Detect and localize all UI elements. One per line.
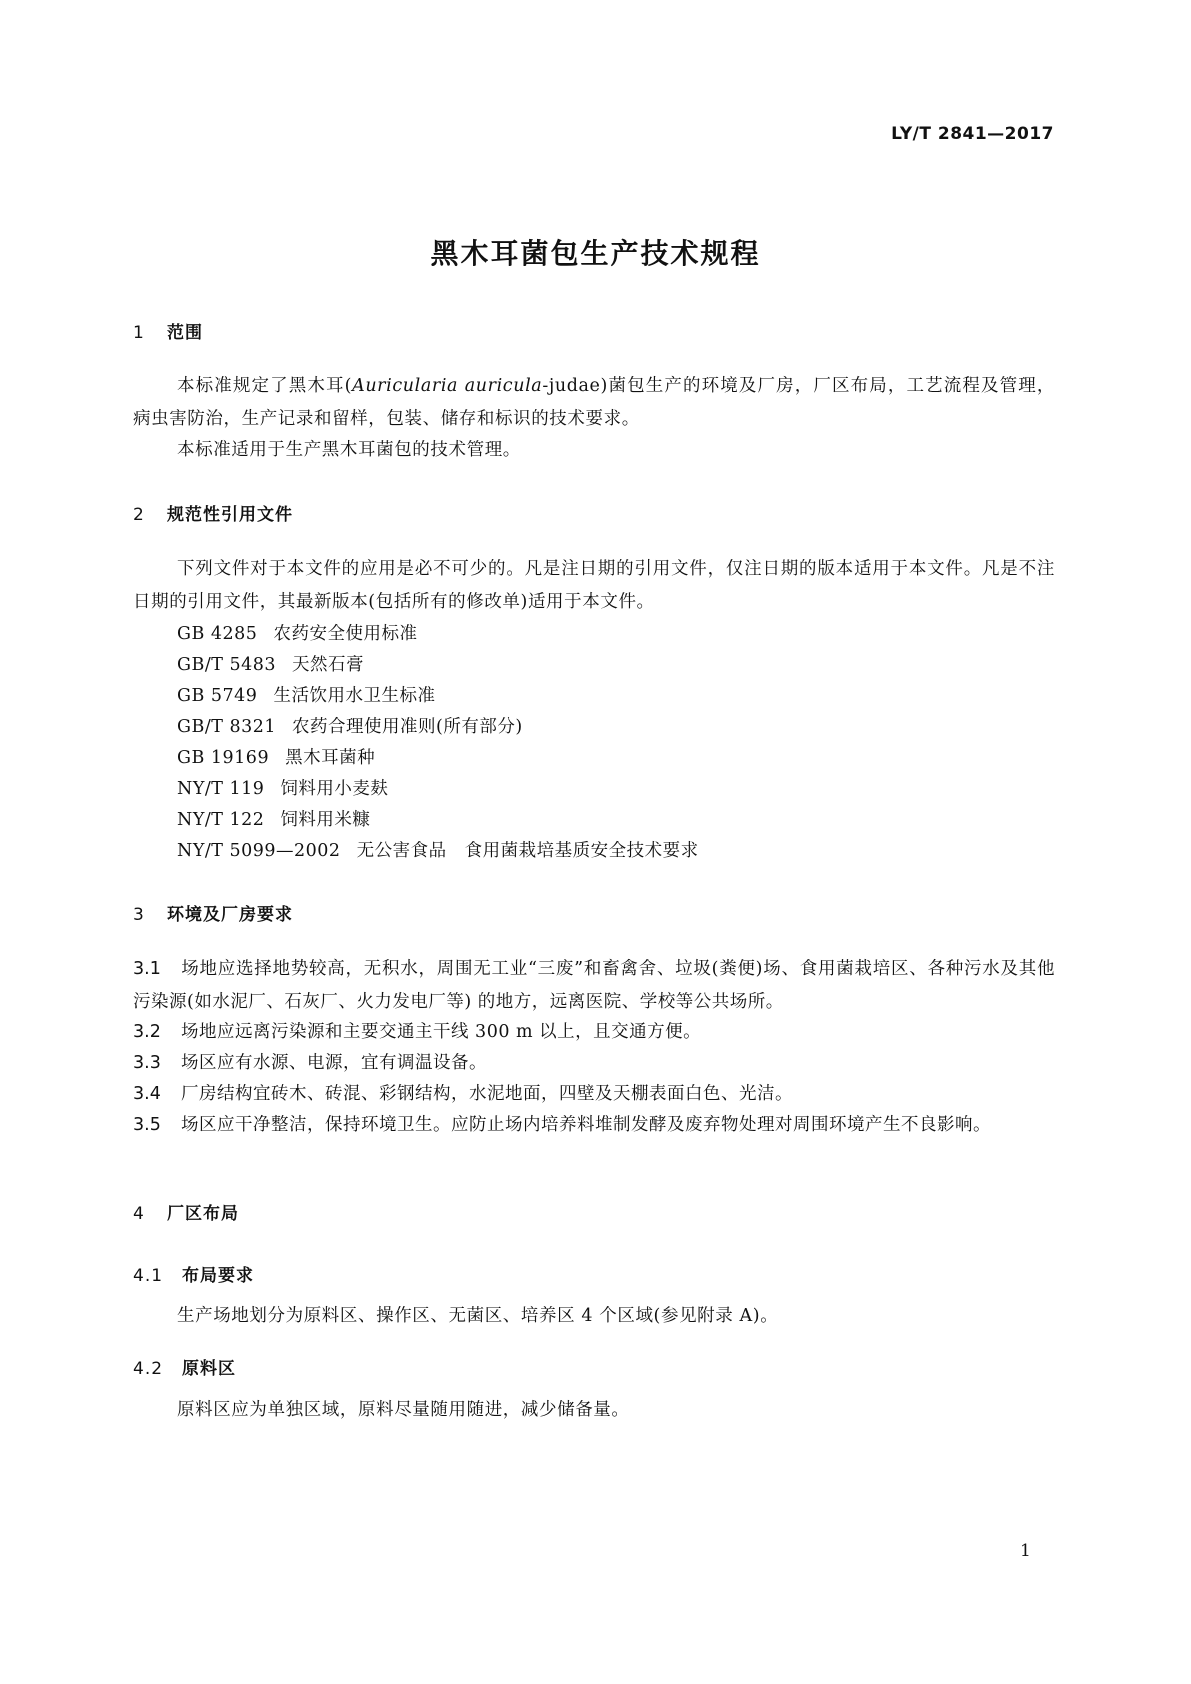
reference-item bbox=[177, 744, 375, 769]
reference-title: 黑木耳菌种 bbox=[285, 748, 376, 768]
clause-number: 3.1 bbox=[133, 959, 161, 979]
section-title: 环境及厂房要求 bbox=[167, 905, 293, 925]
clause-text: 场地应选择地势较高，无积水，周围无工业“三废”和畜禽舍、垃圾(粪便)场、食用菌栽培区、各种污水及其他污染源(如水泥厂、石灰厂、火力发电厂等) 的地方，远离医院、学校等公共场所。 bbox=[133, 959, 1055, 1012]
reference-item bbox=[177, 682, 435, 707]
reference-item bbox=[177, 651, 364, 676]
subsection-4-1-heading bbox=[133, 1261, 254, 1286]
reference-item bbox=[177, 775, 388, 800]
reference-title: 无公害食品 食用菌栽培基质安全技术要求 bbox=[356, 841, 699, 861]
clause-3-3 bbox=[133, 1047, 1055, 1080]
section-3-heading bbox=[133, 900, 293, 925]
clause-3-5 bbox=[133, 1109, 1055, 1142]
scope-text-prefix: 本标准规定了黑木耳( bbox=[177, 376, 353, 396]
reference-title: 农药合理使用准则(所有部分) bbox=[292, 717, 523, 737]
subsection-4-2-heading bbox=[133, 1354, 236, 1379]
reference-item bbox=[177, 806, 370, 831]
section-title: 厂区布局 bbox=[167, 1204, 239, 1224]
scope-paragraph-1 bbox=[133, 370, 1055, 436]
reference-item bbox=[177, 620, 417, 645]
subsection-title: 布局要求 bbox=[182, 1266, 254, 1286]
document-title: 黑木耳菌包生产技术规程 bbox=[430, 237, 761, 270]
section-2-heading bbox=[133, 500, 293, 525]
reference-item bbox=[177, 837, 699, 862]
reference-title: 饲料用米糠 bbox=[280, 810, 371, 830]
section-number: 1 bbox=[133, 323, 145, 343]
clause-text: 厂房结构宜砖木、砖混、彩钢结构，水泥地面，四壁及天棚表面白色、光洁。 bbox=[181, 1084, 793, 1104]
reference-code: GB/T 8321 bbox=[177, 717, 277, 737]
subsection-number: 4.1 bbox=[133, 1266, 164, 1286]
clause-number: 3.4 bbox=[133, 1084, 161, 1104]
reference-code: GB 19169 bbox=[177, 748, 270, 768]
reference-title: 饲料用小麦麸 bbox=[280, 779, 389, 799]
subsection-4-1-text: 生产场地划分为原料区、操作区、无菌区、培养区 4 个区域(参见附录 A)。 bbox=[177, 1306, 779, 1326]
page-number: 1 bbox=[1020, 1541, 1031, 1561]
clause-text: 场区应有水源、电源，宜有调温设备。 bbox=[181, 1053, 487, 1073]
clause-text: 场地应远离污染源和主要交通主干线 300 m 以上，且交通方便。 bbox=[181, 1022, 702, 1042]
reference-code: GB/T 5483 bbox=[177, 655, 277, 675]
subsection-number: 4.2 bbox=[133, 1359, 164, 1379]
reference-title: 农药安全使用标准 bbox=[273, 624, 418, 644]
section-number: 4 bbox=[133, 1204, 145, 1224]
subsection-title: 原料区 bbox=[182, 1359, 236, 1379]
reference-code: NY/T 119 bbox=[177, 779, 265, 799]
clause-3-1 bbox=[133, 953, 1055, 1019]
scope-latin-name: Auricularia auricula bbox=[352, 376, 543, 396]
reference-item bbox=[177, 713, 523, 738]
clause-number: 3.2 bbox=[133, 1022, 161, 1042]
scope-paragraph-2: 本标准适用于生产黑木耳菌包的技术管理。 bbox=[177, 440, 521, 460]
clause-3-4 bbox=[133, 1078, 1055, 1111]
reference-title: 天然石膏 bbox=[292, 655, 365, 675]
section-number: 3 bbox=[133, 905, 145, 925]
scope-text-suffix: -judae)菌包生产的环境及厂房，厂区布局，工艺流程及管理，病虫害防治，生产记录和留样，包装、储存和标识的技术要求。 bbox=[133, 376, 1056, 429]
reference-code: GB 5749 bbox=[177, 686, 258, 706]
reference-code: NY/T 122 bbox=[177, 810, 265, 830]
clause-number: 3.5 bbox=[133, 1115, 161, 1135]
section-number: 2 bbox=[133, 505, 145, 525]
clause-text: 场区应干净整洁，保持环境卫生。应防止场内培养料堆制发酵及废弃物处理对周围环境产生不良影响。 bbox=[181, 1115, 991, 1135]
reference-code: GB 4285 bbox=[177, 624, 258, 644]
standard-code: LY/T 2841—2017 bbox=[891, 124, 1054, 144]
reference-title: 生活饮用水卫生标准 bbox=[273, 686, 436, 706]
section-title: 规范性引用文件 bbox=[167, 505, 293, 525]
section-4-heading bbox=[133, 1199, 239, 1224]
clause-3-2 bbox=[133, 1016, 1055, 1049]
subsection-4-2-text: 原料区应为单独区域，原料尽量随用随进，减少储备量。 bbox=[177, 1400, 630, 1420]
clause-number: 3.3 bbox=[133, 1053, 161, 1073]
section-title: 范围 bbox=[167, 323, 203, 343]
references-intro: 下列文件对于本文件的应用是必不可少的。凡是注日期的引用文件，仅注日期的版本适用于本文件。凡是不注日期的引用文件，其最新版本(包括所有的修改单)适用于本文件。 bbox=[133, 559, 1055, 612]
section-1-heading bbox=[133, 318, 203, 343]
reference-code: NY/T 5099—2002 bbox=[177, 841, 341, 861]
